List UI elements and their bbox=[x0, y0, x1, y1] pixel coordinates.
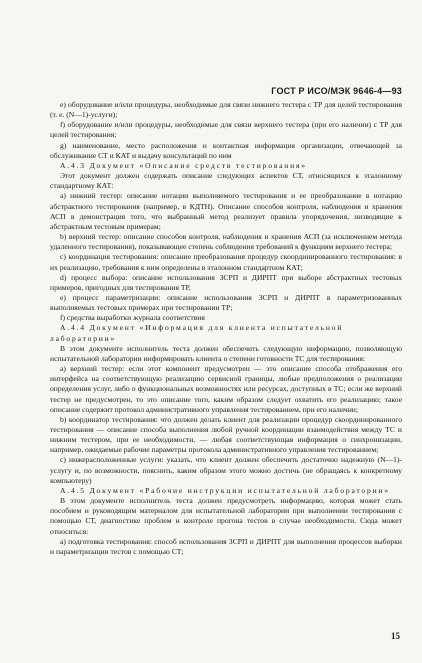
section-heading: А.4.3 Документ «Описание средств тестирования» bbox=[60, 160, 307, 170]
section-heading: А.4.5 Документ «Рабочие инструкции испытательной лаборатории» bbox=[60, 485, 390, 495]
paragraph: В этом документе исполнитель теста должен предусмотреть информацию, которая может стать пособием и руководящим материалом для испытательной лаборатории при выполнении тестирования с помощью СТ, диагностике проблем и контроле прогона тестов в случае необходимости. Сюда может относиться: bbox=[50, 496, 402, 536]
paragraph: b) верхний тестер: описание способов контроля, наблюдения и хранения АСП (за исключением метода удаленного тестирования), показывающее степень соблюдения требований к функциям верхнего тестера; bbox=[50, 232, 402, 252]
paragraph: с) координация тестирования: описание преобразования процедур скоординированного тестирования: в их реализацию, требования к ним определены в эталонном стандартном КАТ; bbox=[50, 252, 402, 272]
paragraph: g) наименование, место расположения и контактная информация организации, отвечающей за обслуживание СТ и КАТ и выдачу консультаций по ним bbox=[50, 140, 402, 160]
paragraph: с) нижерасположенные услуги: указать, что клиент должен обеспечить достаточно надежную (N—1)-услугу и, по возможности, пояснить, каким образом этого можно достичь (не обращаясь к конкретному компьютеру) bbox=[50, 455, 402, 485]
section-heading: А.4.4 Документ «Информация для клиента испытательной лаборатории» bbox=[50, 323, 344, 343]
body-text bbox=[50, 100, 402, 557]
paragraph: В этом документе исполнитель теста должен обеспечить следующую информацию, позволяющую испытательной лаборатории информировать клиента о степени готовности ТС для тестирования: bbox=[50, 343, 402, 363]
paragraph: f) средства выработки журнала соответствия bbox=[60, 313, 205, 323]
paragraph: Этот документ должен содержать описание следующих аспектов СТ, относящихся к эталонному стандартному КАТ: bbox=[50, 171, 402, 191]
paragraph: d) процесс выбора: описание использования ЗСРП и ДИРПТ при выборе абстрактных тестовых примеров, пригодных для тестирования ТР, bbox=[50, 272, 402, 292]
paragraph: f) оборудование и/или процедуры, необходимые для связи верхнего тестера (при его наличии) с ТР для целей тестирования; bbox=[50, 120, 402, 140]
paragraph: а) подготовка тестирования: способ использования ЗСРП и ДИРПТ для выполнения процессов выборки и параметризации тестов с помощью СТ; bbox=[50, 536, 402, 556]
page-number: 15 bbox=[391, 631, 400, 641]
paragraph: е) оборудование и/или процедуры, необходимые для связи нижнего тестера с ТР для целей тестирования (т. е. (N—1)-услуги); bbox=[50, 100, 402, 120]
paragraph: а) нижний тестер: описание нотации выполняемого тестирования и ее преобразование в нотацию абстрактного тестирования (например, в КДТН). Описание способов контроля, наблюдения и хранения АСП в демонстрация того, что выбранный метод реализует правила упорядочения, низводящие к абстрактным тестовым примерам; bbox=[50, 191, 402, 231]
page-header-standard-code: ГОСТ Р ИСО/МЭК 9646-4—93 bbox=[271, 86, 402, 96]
paragraph: b) координатор тестирования: что должен делать клиент для реализации процедур скоординированного тестирования — описание способа выполнения любой ручной координации взаимодействия между ТС и нижним тестером, при ее необходимости, — любая соответствующая информация о синхронизации, например, ожидаемые рабочие параметры протокола административного управления тестированием; bbox=[50, 414, 402, 455]
paragraph: а) верхний тестер: если этот компонент предусмотрен — это описание способа отображения его интерфейса на соответствующую реализацию сервисной границы, любые предположения о реализации определения услуг, либо о функциональных возможностях или ресурсах, доступных в ТС; если же верхний тестер не предусмотрен, то это описание того, каким образом следует охватить его реализацию; такое описание содержит протокол административного управления тестированием, при его наличии; bbox=[50, 364, 402, 414]
paragraph: е) процесс параметризации: описание использования ЗСРП и ДИРПТ в параметризованных выполняемых тестовых примерах при тестировании ТР; bbox=[50, 292, 402, 313]
